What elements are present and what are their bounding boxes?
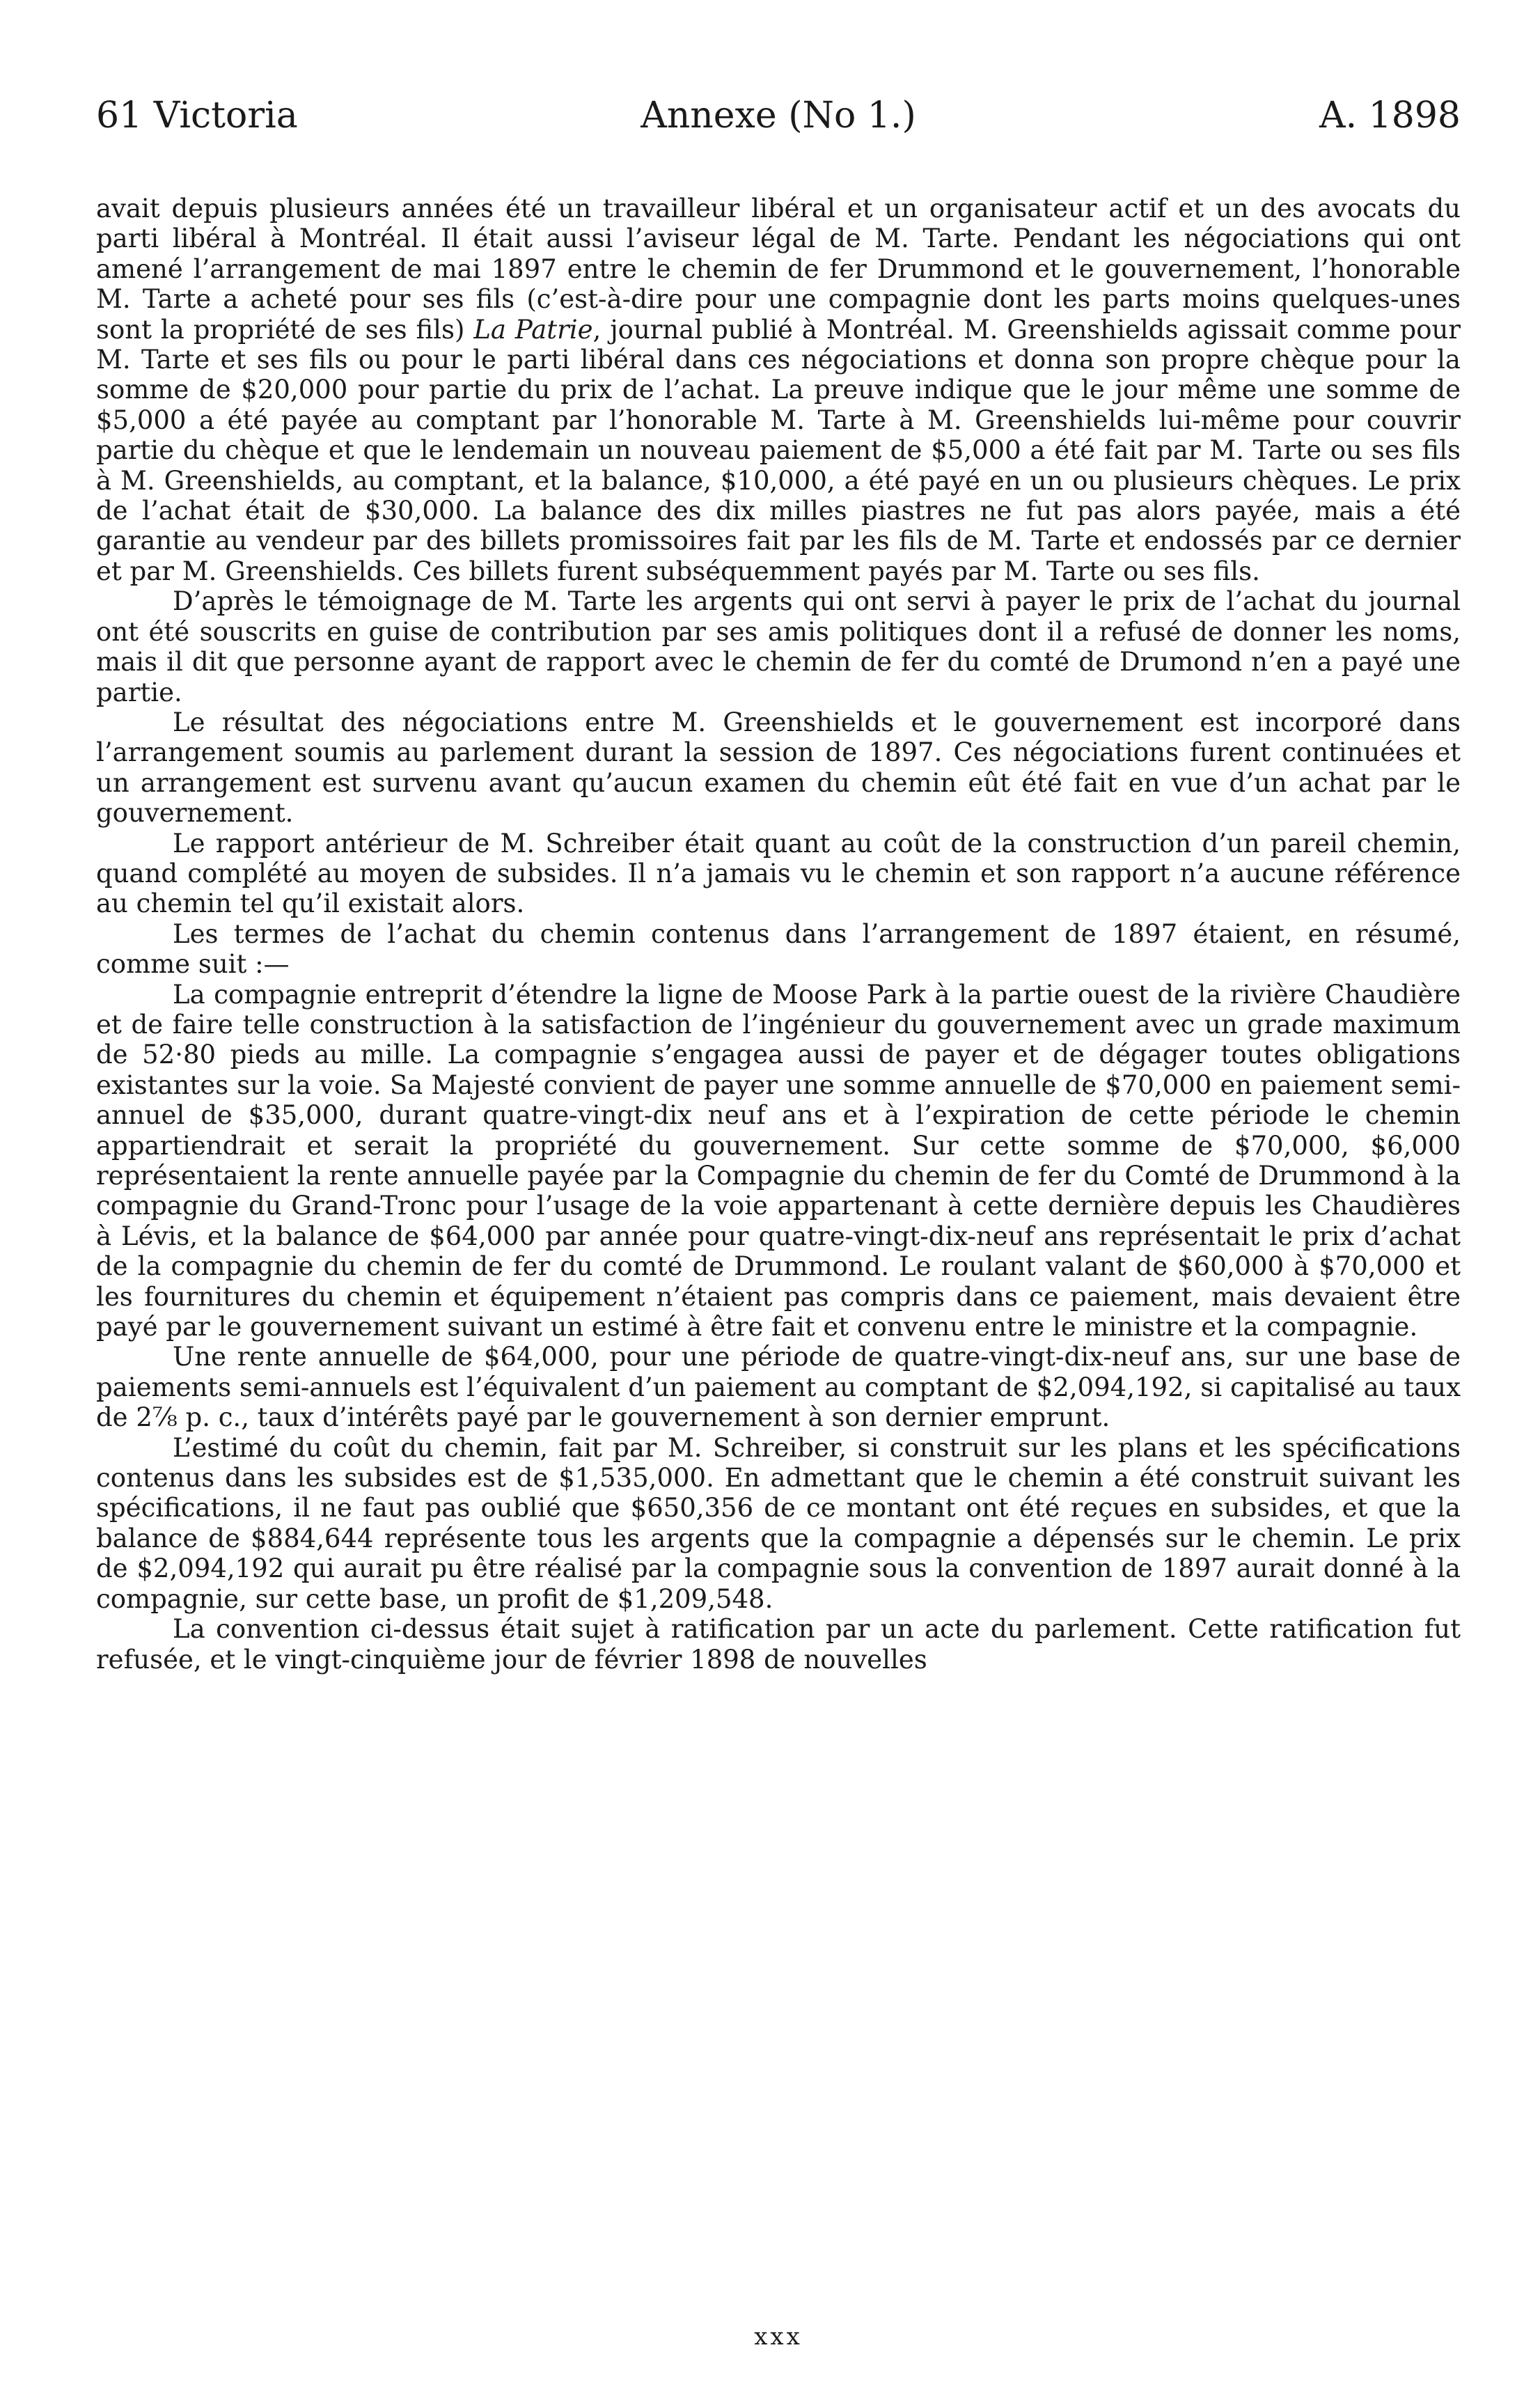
running-head xyxy=(96,88,1461,143)
body-text xyxy=(96,194,1461,1675)
paragraph: Le résultat des négociations entre M. Greenshields et le gouvernement est incorporé dans l’arrangement soumis au parlement durant la session de 1897. Ces négociations furent continuées et un arrangement est survenu avant qu’aucun examen du chemin eût été fait en vue d’un achat par le gouvernement. xyxy=(96,707,1461,829)
paragraph: La convention ci-dessus était sujet à ratification par un acte du parlement. Cette ratification fut refusée, et le vingt-cinquième jour de février 1898 de nouvelles xyxy=(96,1614,1461,1675)
paragraph: Le rapport antérieur de M. Schreiber était quant au coût de la construction d’un pareil chemin, quand complété au moyen de subsides. Il n’a jamais vu le chemin et son rapport n’a aucune référence au chemin tel qu’il existait alors. xyxy=(96,828,1461,919)
page-folio: xxx xyxy=(754,2323,803,2351)
header-session: 61 Victoria xyxy=(96,95,298,136)
paragraph: Une rente annuelle de $64,000, pour une période de quatre-vingt-dix-neuf ans, sur une base de paiements semi-annuels est l’équivalent d’un paiement au comptant de $2,094,192, si capitalisé au taux de 2⅞ p. c., taux d’intérêts payé par le gouvernement à son dernier emprunt. xyxy=(96,1342,1461,1433)
header-year: A. 1898 xyxy=(1319,95,1461,136)
paragraph: La compagnie entreprit d’étendre la ligne de Moose Park à la partie ouest de la rivière Chaudière et de faire telle construction à la satisfaction de l’ingénieur du gouvernement avec un grade maximum de 52·80 pieds au mille. La compagnie s’engagea aussi de payer et de dégager toutes obligations existantes sur la voie. Sa Majesté convient de payer une somme annuelle de $70,000 en paiement semi-annuel de $35,000, durant quatre-vingt-dix neuf ans et à l’expiration de cette période le chemin appartiendrait et serait la propriété du gouvernement. Sur cette somme de $70,000, $6,000 représentaient la rente annuelle payée par la Compagnie du chemin de fer du Comté de Drummond à la compagnie du Grand-Tronc pour l’usage de la voie appartenant à cette dernière depuis les Chaudières à Lévis, et la balance de $64,000 par année pour quatre-vingt-dix-neuf ans représentait le prix d’achat de la compagnie du chemin de fer du comté de Drummond. Le roulant valant de $60,000 à $70,000 et les fournitures du chemin et équipement n’étaient pas compris dans ce paiement, mais devaient être payé par le gouvernement suivant un estimé à être fait et convenu entre le ministre et la compagnie. xyxy=(96,979,1461,1342)
paragraph: D’après le témoignage de M. Tarte les argents qui ont servi à payer le prix de l’achat du journal ont été souscrits en guise de contribution par ses amis politiques dont il a refusé de donner les noms, mais il dit que personne ayant de rapport avec le chemin de fer du comté de Drumond n’en a payé une partie. xyxy=(96,586,1461,707)
header-annex: Annexe (No 1.) xyxy=(641,95,916,136)
journal-title: La Patrie xyxy=(473,314,593,345)
paragraph: L’estimé du coût du chemin, fait par M. Schreiber, si construit sur les plans et les spécifications contenus dans les subsides est de $1,535,000. En admettant que le chemin a été construit suivant les spécifications, il ne faut pas oublié que $650,356 de ce montant ont été reçues en subsides, et que la balance de $884,644 représente tous les argents que la compagnie a dépensés sur le chemin. Le prix de $2,094,192 qui aurait pu être réalisé par la compagnie sous la convention de 1897 aurait donné à la compagnie, sur cette base, un profit de $1,209,548. xyxy=(96,1432,1461,1614)
paragraph: Les termes de l’achat du chemin contenus dans l’arrangement de 1897 étaient, en résumé, comme suit :— xyxy=(96,918,1461,980)
paragraph: avait depuis plusieurs années été un travailleur libéral et un organisateur actif et un des avocats du parti libéral à Montréal. Il était aussi l’aviseur légal de M. Tarte. Pendant les négociations qui ont amené l’arrangement de mai 1897 entre le chemin de fer Drummond et le gouvernement, l’honorable M. Tarte a acheté pour ses fils (c’est-à-dire pour une compagnie dont les parts moins quelques-unes sont la propriété de ses fils) La Patrie, journal publié à Montréal. M. Greenshields agissait comme pour M. Tarte et ses fils ou pour le parti libéral dans ces négociations et donna son propre chèque pour la somme de $20,000 pour partie du prix de l’achat. La preuve indique que le jour même une somme de $5,000 a été payée au comptant par l’honorable M. Tarte à M. Greenshields lui-même pour couvrir partie du chèque et que le lendemain un nouveau paiement de $5,000 a été fait par M. Tarte ou ses fils à M. Greenshields, au comptant, et la balance, $10,000, a été payé en un ou plusieurs chèques. Le prix de l’achat était de $30,000. La balance des dix milles piastres ne fut pas alors payée, mais a été garantie au vendeur par des billets promissoires fait par les fils de M. Tarte et endossés par ce dernier et par M. Greenshields. Ces billets furent subséquemment payés par M. Tarte ou ses fils. xyxy=(96,194,1461,586)
document-page xyxy=(96,88,1461,2351)
